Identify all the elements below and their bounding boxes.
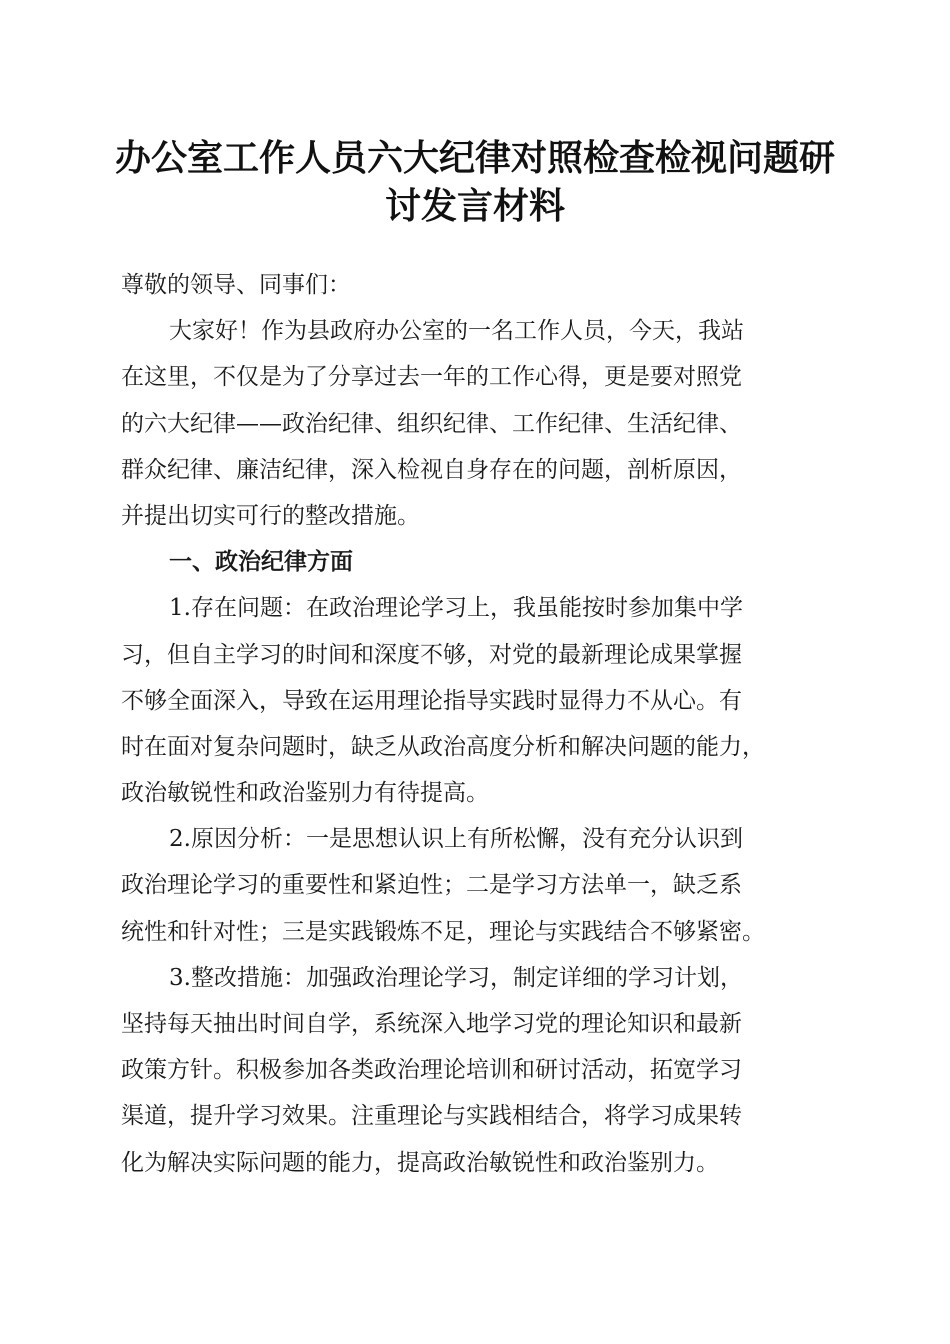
item-2-line-1: 2.原因分析：一是思想认识上有所松懈，没有充分认识到 [169, 826, 743, 853]
paragraph-1-line-3: 的六大纪律——政治纪律、组织纪律、工作纪律、生活纪律、 [121, 410, 742, 437]
paragraph-1-line-1: 大家好！作为县政府办公室的一名工作人员，今天，我站 [169, 318, 744, 345]
document-body [121, 262, 831, 1186]
paragraph-1-line-5: 并提出切实可行的整改措施。 [121, 502, 420, 529]
item-3-line-4: 渠道，提升学习效果。注重理论与实践相结合，将学习成果转 [121, 1103, 742, 1130]
title-line-1: 办公室工作人员六大纪律对照检查检视问题研 [114, 137, 835, 179]
paragraph-1-line-4: 群众纪律、廉洁纪律，深入检视自身存在的问题，剖析原因， [121, 456, 742, 483]
item-3-line-5: 化为解决实际问题的能力，提高政治敏锐性和政治鉴别力。 [121, 1149, 719, 1176]
item-1-line-4: 时在面对复杂问题时，缺乏从政治高度分析和解决问题的能力， [121, 733, 765, 760]
item-3-line-3: 政策方针。积极参加各类政治理论培训和研讨活动，拓宽学习 [121, 1057, 742, 1084]
item-1-line-2: 习，但自主学习的时间和深度不够，对党的最新理论成果掌握 [121, 641, 742, 668]
title-line-2: 讨发言材料 [384, 185, 565, 227]
item-1-line-1: 1.存在问题：在政治理论学习上，我虽能按时参加集中学 [169, 595, 743, 622]
item-2-line-3: 统性和针对性；三是实践锻炼不足，理论与实践结合不够紧密。 [121, 918, 765, 945]
salutation: 尊敬的领导、同事们： [121, 272, 351, 298]
item-3-line-2: 坚持每天抽出时间自学，系统深入地学习党的理论知识和最新 [121, 1011, 742, 1037]
section-1-heading: 一、政治纪律方面 [169, 549, 353, 576]
paragraph-1-line-2: 在这里，不仅是为了分享过去一年的工作心得，更是要对照党 [121, 364, 742, 391]
item-2-line-2: 政治理论学习的重要性和紧迫性；二是学习方法单一，缺乏系 [121, 872, 742, 899]
item-3-line-1: 3.整改措施：加强政治理论学习，制定详细的学习计划， [169, 964, 743, 991]
item-1-line-5: 政治敏锐性和政治鉴别力有待提高。 [121, 780, 489, 807]
item-1-line-3: 不够全面深入，导致在运用理论指导实践时显得力不从心。有 [121, 687, 742, 714]
document-title [100, 134, 850, 230]
